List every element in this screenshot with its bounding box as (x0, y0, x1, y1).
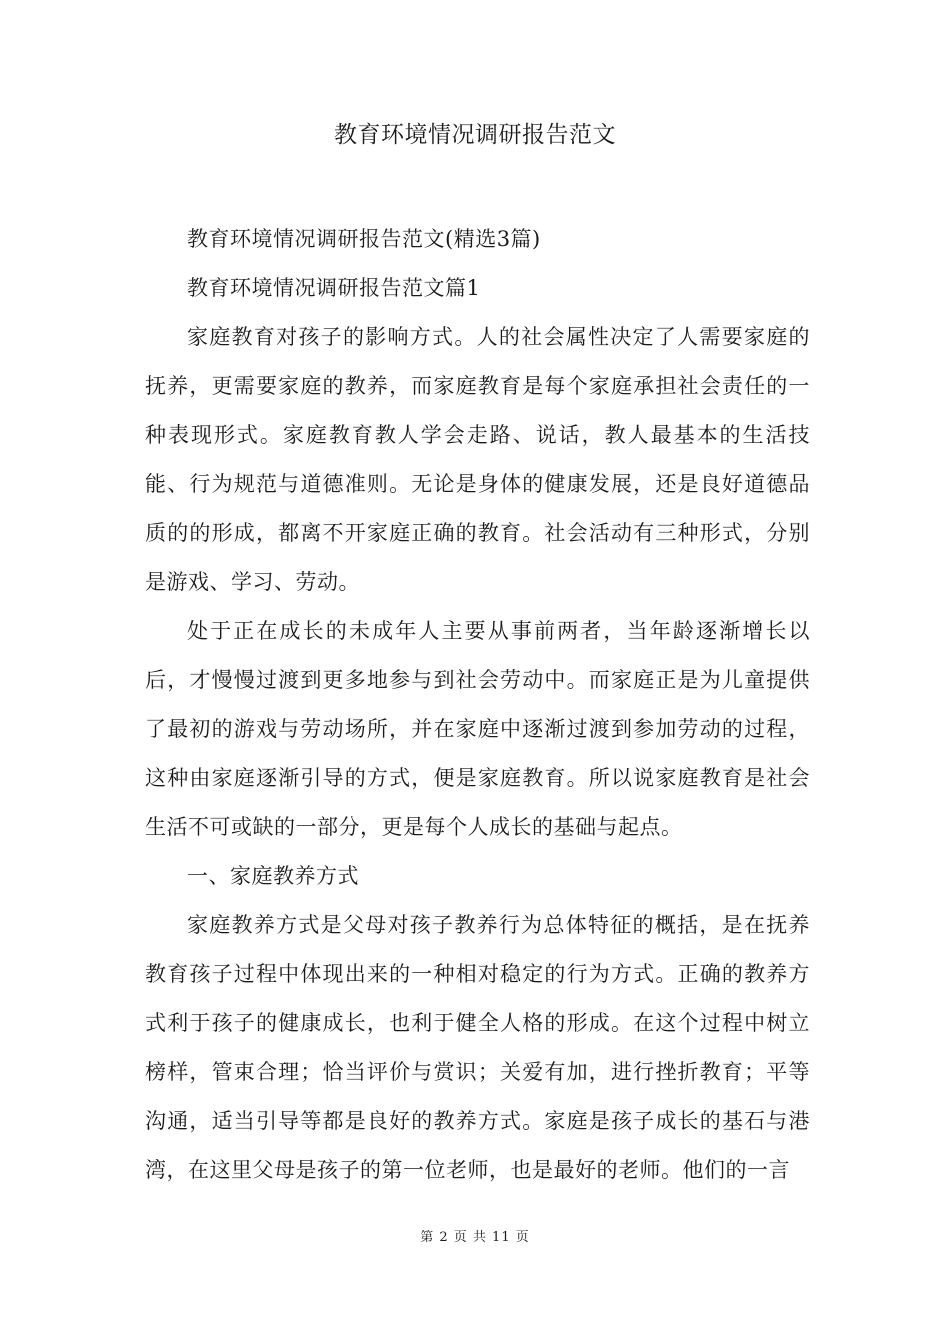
body-paragraph: 处于正在成长的未成年人主要从事前两者，当年龄逐渐增长以后，才慢慢过渡到更多地参与到社会劳动中。而家庭正是为儿童提供了最初的游戏与劳动场所，并在家庭中逐渐过渡到参加劳动的过程，这种由家庭逐渐引导的方式，便是家庭教育。所以说家庭教育是社会生活不可或缺的一部分，更是每个人成长的基础与起点。 (145, 619, 810, 839)
body-paragraph: 家庭教养方式是父母对孩子教养行为总体特征的概括，是在抚养教育孩子过程中体现出来的一种相对稳定的行为方式。正确的教养方式利于孩子的健康成长，也利于健全人格的形成。在这个过程中树立榜样，管束合理；恰当评价与赏识；关爱有加，进行挫折教育；平等沟通，适当引导等都是良好的教养方式。家庭是孩子成长的基石与港湾，在这里父母是孩子的第一位老师，也是最好的老师。他们的一言 (145, 913, 810, 1182)
section-heading: 教育环境情况调研报告范文篇1 (187, 276, 481, 300)
subsection-heading: 一、家庭教养方式 (187, 864, 359, 888)
page-number-footer: 第 2 页 共 11 页 (420, 1230, 530, 1245)
body-paragraph: 家庭教育对孩子的影响方式。人的社会属性决定了人需要家庭的抚养，更需要家庭的教养，而家庭教育是每个家庭承担社会责任的一种表现形式。家庭教育教人学会走路、说话，教人最基本的生活技能、行为规范与道德准则。无论是身体的健康发展，还是良好道德品质的的形成，都离不开家庭正确的教育。社会活动有三种形式，分别是游戏、学习、劳动。 (145, 325, 810, 594)
document-title: 教育环境情况调研报告范文 (334, 122, 616, 148)
document-body (145, 215, 810, 1195)
subtitle-paragraph: 教育环境情况调研报告范文(精选3篇) (187, 227, 541, 251)
